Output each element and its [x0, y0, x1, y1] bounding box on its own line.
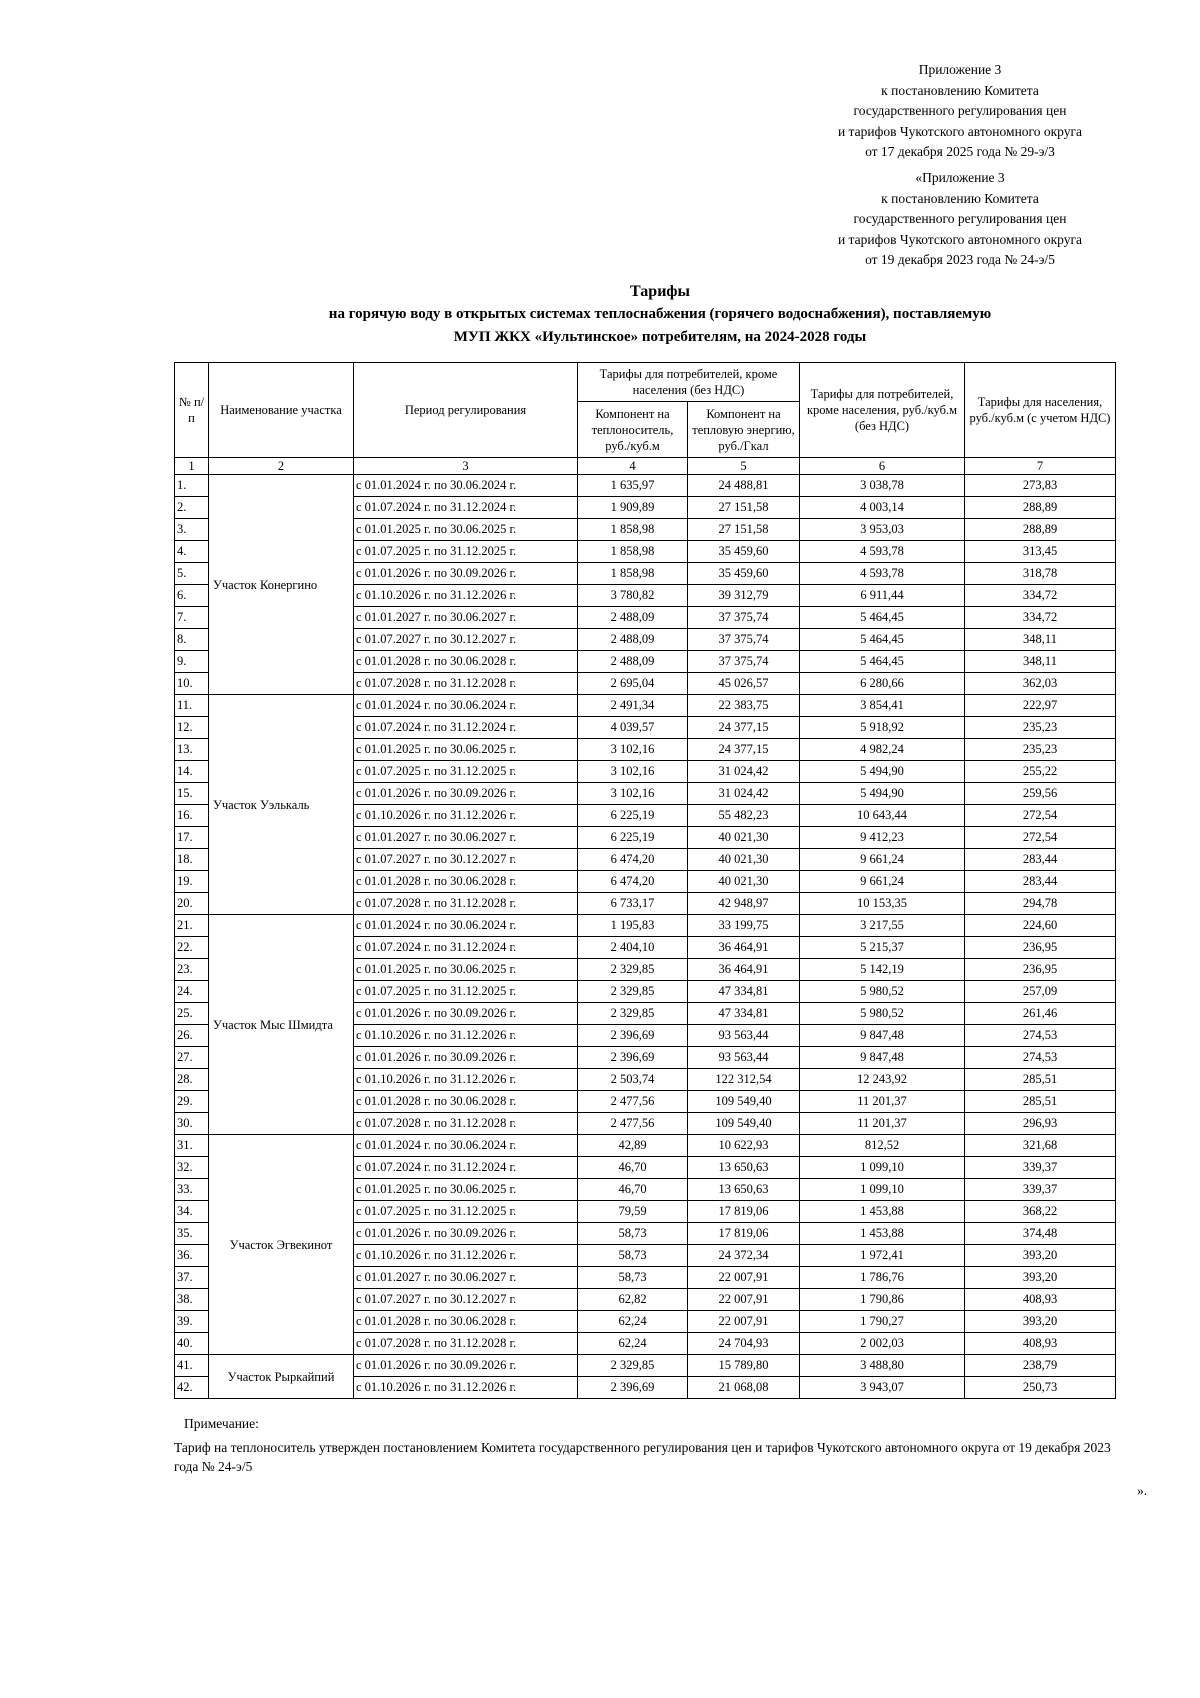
row-number: 3. — [175, 519, 209, 541]
appendix-line: государственного регулирования цен — [853, 211, 1067, 226]
period-cell: с 01.01.2024 г. по 30.06.2024 г. — [354, 695, 578, 717]
population-cell: 236,95 — [965, 959, 1116, 981]
carrier-cell: 62,24 — [578, 1333, 688, 1355]
row-number: 16. — [175, 805, 209, 827]
energy-cell: 21 068,08 — [688, 1377, 800, 1399]
energy-cell: 109 549,40 — [688, 1113, 800, 1135]
consumers-cell: 1 972,41 — [800, 1245, 965, 1267]
consumers-cell: 9 661,24 — [800, 849, 965, 871]
row-number: 34. — [175, 1201, 209, 1223]
energy-cell: 42 948,97 — [688, 893, 800, 915]
row-number: 29. — [175, 1091, 209, 1113]
consumers-cell: 12 243,92 — [800, 1069, 965, 1091]
row-number: 11. — [175, 695, 209, 717]
table-row — [175, 475, 1116, 497]
population-cell: 257,09 — [965, 981, 1116, 1003]
header-row — [175, 363, 1116, 402]
carrier-cell: 2 477,56 — [578, 1113, 688, 1135]
carrier-cell: 2 488,09 — [578, 629, 688, 651]
row-number: 23. — [175, 959, 209, 981]
table-row — [175, 1355, 1116, 1377]
table-row — [175, 915, 1116, 937]
energy-cell: 13 650,63 — [688, 1157, 800, 1179]
appendix-line: «Приложение 3 — [915, 170, 1005, 185]
period-cell: с 01.07.2028 г. по 31.12.2028 г. — [354, 893, 578, 915]
period-cell: с 01.01.2025 г. по 30.06.2025 г. — [354, 739, 578, 761]
period-cell: с 01.01.2025 г. по 30.06.2025 г. — [354, 959, 578, 981]
energy-cell: 22 007,91 — [688, 1311, 800, 1333]
population-cell: 224,60 — [965, 915, 1116, 937]
row-number: 22. — [175, 937, 209, 959]
site-name-cell: Участок Конергино — [209, 475, 354, 695]
table-row — [175, 1135, 1116, 1157]
energy-cell: 24 377,15 — [688, 717, 800, 739]
row-number: 14. — [175, 761, 209, 783]
row-number: 12. — [175, 717, 209, 739]
header-population: Тарифы для населения, руб./куб.м (с учетом НДС) — [965, 363, 1116, 458]
row-number: 13. — [175, 739, 209, 761]
carrier-cell: 4 039,57 — [578, 717, 688, 739]
consumers-cell: 5 980,52 — [800, 1003, 965, 1025]
period-cell: с 01.01.2026 г. по 30.09.2026 г. — [354, 1355, 578, 1377]
closing-quote: ». — [1137, 1483, 1148, 1498]
population-cell: 368,22 — [965, 1201, 1116, 1223]
column-number: 3 — [354, 458, 578, 475]
consumers-cell: 11 201,37 — [800, 1091, 965, 1113]
carrier-cell: 2 477,56 — [578, 1091, 688, 1113]
appendix-line: и тарифов Чукотского автономного округа — [837, 231, 1083, 247]
column-number: 5 — [688, 458, 800, 475]
period-cell: с 01.10.2026 г. по 31.12.2026 г. — [354, 805, 578, 827]
appendix-line: государственного регулирования цен — [853, 103, 1067, 118]
row-number: 31. — [175, 1135, 209, 1157]
consumers-cell: 9 847,48 — [800, 1025, 965, 1047]
carrier-cell: 1 858,98 — [578, 563, 688, 585]
period-cell: с 01.07.2028 г. по 31.12.2028 г. — [354, 1333, 578, 1355]
consumers-cell: 5 142,19 — [800, 959, 965, 981]
appendix-line: и тарифов Чукотского автономного округа — [837, 123, 1083, 139]
energy-cell: 55 482,23 — [688, 805, 800, 827]
period-cell: с 01.01.2028 г. по 30.06.2028 г. — [354, 1311, 578, 1333]
row-number: 5. — [175, 563, 209, 585]
consumers-cell: 3 953,03 — [800, 519, 965, 541]
period-cell: с 01.01.2026 г. по 30.09.2026 г. — [354, 783, 578, 805]
carrier-cell: 2 329,85 — [578, 981, 688, 1003]
energy-cell: 93 563,44 — [688, 1025, 800, 1047]
population-cell: 408,93 — [965, 1333, 1116, 1355]
column-number: 2 — [209, 458, 354, 475]
energy-cell: 17 819,06 — [688, 1223, 800, 1245]
document-title — [0, 280, 1200, 349]
energy-cell: 40 021,30 — [688, 871, 800, 893]
energy-cell: 24 488,81 — [688, 475, 800, 497]
row-number: 30. — [175, 1113, 209, 1135]
population-cell: 283,44 — [965, 871, 1116, 893]
consumers-cell: 5 464,45 — [800, 629, 965, 651]
consumers-cell: 1 099,10 — [800, 1179, 965, 1201]
title-line-1: Тарифы — [630, 283, 690, 300]
period-cell: с 01.07.2025 г. по 31.12.2025 г. — [354, 981, 578, 1003]
period-cell: с 01.01.2026 г. по 30.09.2026 г. — [354, 1003, 578, 1025]
appendix-line: от 17 декабря 2025 года № 29-э/3 — [865, 144, 1055, 159]
population-cell: 285,51 — [965, 1091, 1116, 1113]
row-number: 41. — [175, 1355, 209, 1377]
carrier-cell: 2 695,04 — [578, 673, 688, 695]
energy-cell: 24 372,34 — [688, 1245, 800, 1267]
carrier-cell: 1 858,98 — [578, 519, 688, 541]
period-cell: с 01.01.2027 г. по 30.06.2027 г. — [354, 1267, 578, 1289]
carrier-cell: 42,89 — [578, 1135, 688, 1157]
consumers-cell: 1 790,86 — [800, 1289, 965, 1311]
row-number: 7. — [175, 607, 209, 629]
energy-cell: 39 312,79 — [688, 585, 800, 607]
row-number: 19. — [175, 871, 209, 893]
population-cell: 273,83 — [965, 475, 1116, 497]
period-cell: с 01.01.2026 г. по 30.09.2026 г. — [354, 563, 578, 585]
energy-cell: 47 334,81 — [688, 1003, 800, 1025]
period-cell: с 01.01.2026 г. по 30.09.2026 г. — [354, 1047, 578, 1069]
row-number: 1. — [175, 475, 209, 497]
energy-cell: 93 563,44 — [688, 1047, 800, 1069]
period-cell: с 01.07.2024 г. по 31.12.2024 г. — [354, 937, 578, 959]
energy-cell: 31 024,42 — [688, 783, 800, 805]
appendix-line: к постановлению Комитета — [881, 190, 1039, 206]
header-period: Период регулирования — [354, 363, 578, 458]
period-cell: с 01.01.2027 г. по 30.06.2027 г. — [354, 827, 578, 849]
population-cell: 288,89 — [965, 497, 1116, 519]
energy-cell: 36 464,91 — [688, 937, 800, 959]
consumers-cell: 5 464,45 — [800, 651, 965, 673]
population-cell: 250,73 — [965, 1377, 1116, 1399]
energy-cell: 22 007,91 — [688, 1289, 800, 1311]
carrier-cell: 1 858,98 — [578, 541, 688, 563]
consumers-cell: 1 099,10 — [800, 1157, 965, 1179]
consumers-cell: 10 153,35 — [800, 893, 965, 915]
energy-cell: 10 622,93 — [688, 1135, 800, 1157]
row-number: 32. — [175, 1157, 209, 1179]
period-cell: с 01.01.2028 г. по 30.06.2028 г. — [354, 1091, 578, 1113]
period-cell: с 01.07.2027 г. по 30.12.2027 г. — [354, 1289, 578, 1311]
consumers-cell: 3 217,55 — [800, 915, 965, 937]
carrier-cell: 46,70 — [578, 1157, 688, 1179]
carrier-cell: 2 329,85 — [578, 959, 688, 981]
population-cell: 334,72 — [965, 607, 1116, 629]
carrier-cell: 2 329,85 — [578, 1003, 688, 1025]
population-cell: 236,95 — [965, 937, 1116, 959]
consumers-cell: 11 201,37 — [800, 1113, 965, 1135]
energy-cell: 33 199,75 — [688, 915, 800, 937]
period-cell: с 01.01.2027 г. по 30.06.2027 г. — [354, 607, 578, 629]
energy-cell: 31 024,42 — [688, 761, 800, 783]
row-number: 42. — [175, 1377, 209, 1399]
carrier-cell: 6 225,19 — [578, 805, 688, 827]
consumers-cell: 1 453,88 — [800, 1201, 965, 1223]
period-cell: с 01.07.2024 г. по 31.12.2024 г. — [354, 497, 578, 519]
period-cell: с 01.07.2027 г. по 30.12.2027 г. — [354, 849, 578, 871]
energy-cell: 37 375,74 — [688, 607, 800, 629]
population-cell: 288,89 — [965, 519, 1116, 541]
carrier-cell: 2 329,85 — [578, 1355, 688, 1377]
energy-cell: 40 021,30 — [688, 827, 800, 849]
header-group: Тарифы для потребителей, кроме населения (без НДС) — [578, 363, 800, 402]
consumers-cell: 3 943,07 — [800, 1377, 965, 1399]
row-number: 26. — [175, 1025, 209, 1047]
row-number: 2. — [175, 497, 209, 519]
consumers-cell: 4 593,78 — [800, 563, 965, 585]
carrier-cell: 46,70 — [578, 1179, 688, 1201]
carrier-cell: 1 635,97 — [578, 475, 688, 497]
population-cell: 313,45 — [965, 541, 1116, 563]
column-number: 4 — [578, 458, 688, 475]
energy-cell: 37 375,74 — [688, 629, 800, 651]
consumers-cell: 9 412,23 — [800, 827, 965, 849]
population-cell: 334,72 — [965, 585, 1116, 607]
carrier-cell: 3 102,16 — [578, 783, 688, 805]
population-cell: 272,54 — [965, 827, 1116, 849]
row-number: 9. — [175, 651, 209, 673]
carrier-cell: 3 102,16 — [578, 761, 688, 783]
appendix-current — [790, 60, 1130, 163]
period-cell: с 01.07.2024 г. по 31.12.2024 г. — [354, 717, 578, 739]
population-cell: 374,48 — [965, 1223, 1116, 1245]
consumers-cell: 4 593,78 — [800, 541, 965, 563]
period-cell: с 01.10.2026 г. по 31.12.2026 г. — [354, 1377, 578, 1399]
row-number: 33. — [175, 1179, 209, 1201]
row-number: 21. — [175, 915, 209, 937]
header-carrier: Компонент на теплоноситель, руб./куб.м — [578, 402, 688, 458]
row-number: 17. — [175, 827, 209, 849]
row-number: 38. — [175, 1289, 209, 1311]
header-site: Наименование участка — [209, 363, 354, 458]
row-number: 10. — [175, 673, 209, 695]
carrier-cell: 58,73 — [578, 1245, 688, 1267]
column-number: 6 — [800, 458, 965, 475]
consumers-cell: 5 464,45 — [800, 607, 965, 629]
row-number: 25. — [175, 1003, 209, 1025]
consumers-cell: 5 494,90 — [800, 783, 965, 805]
period-cell: с 01.01.2025 г. по 30.06.2025 г. — [354, 519, 578, 541]
consumers-cell: 3 038,78 — [800, 475, 965, 497]
population-cell: 321,68 — [965, 1135, 1116, 1157]
period-cell: с 01.07.2024 г. по 31.12.2024 г. — [354, 1157, 578, 1179]
consumers-cell: 6 280,66 — [800, 673, 965, 695]
energy-cell: 37 375,74 — [688, 651, 800, 673]
row-number: 39. — [175, 1311, 209, 1333]
population-cell: 393,20 — [965, 1267, 1116, 1289]
period-cell: с 01.01.2024 г. по 30.06.2024 г. — [354, 915, 578, 937]
carrier-cell: 58,73 — [578, 1267, 688, 1289]
row-number: 15. — [175, 783, 209, 805]
period-cell: с 01.10.2026 г. по 31.12.2026 г. — [354, 1245, 578, 1267]
energy-cell: 27 151,58 — [688, 519, 800, 541]
population-cell: 261,46 — [965, 1003, 1116, 1025]
period-cell: с 01.10.2026 г. по 31.12.2026 г. — [354, 1069, 578, 1091]
population-cell: 393,20 — [965, 1245, 1116, 1267]
column-number: 1 — [175, 458, 209, 475]
note-label: Примечание: — [184, 1416, 259, 1431]
consumers-cell: 9 661,24 — [800, 871, 965, 893]
consumers-cell: 3 854,41 — [800, 695, 965, 717]
row-number: 4. — [175, 541, 209, 563]
row-number: 28. — [175, 1069, 209, 1091]
energy-cell: 109 549,40 — [688, 1091, 800, 1113]
population-cell: 283,44 — [965, 849, 1116, 871]
carrier-cell: 2 396,69 — [578, 1025, 688, 1047]
period-cell: с 01.10.2026 г. по 31.12.2026 г. — [354, 1025, 578, 1047]
table-row — [175, 695, 1116, 717]
population-cell: 339,37 — [965, 1179, 1116, 1201]
population-cell: 294,78 — [965, 893, 1116, 915]
period-cell: с 01.07.2028 г. по 31.12.2028 г. — [354, 673, 578, 695]
column-number: 7 — [965, 458, 1116, 475]
appendix-line: к постановлению Комитета — [881, 82, 1039, 98]
note-text: Тариф на теплоноситель утвержден постановлением Комитета государственного регулирования цен и тарифов Чукотского автономного округа от 19 декабря 2023 года № 24-э/5 — [174, 1440, 1111, 1474]
population-cell: 393,20 — [965, 1311, 1116, 1333]
title-line-2: на горячую воду в открытых системах теплоснабжения (горячего водоснабжения), поставляемую — [328, 306, 992, 322]
carrier-cell: 1 909,89 — [578, 497, 688, 519]
population-cell: 348,11 — [965, 629, 1116, 651]
population-cell: 274,53 — [965, 1047, 1116, 1069]
period-cell: с 01.01.2024 г. по 30.06.2024 г. — [354, 1135, 578, 1157]
carrier-cell: 2 491,34 — [578, 695, 688, 717]
row-number: 20. — [175, 893, 209, 915]
row-number: 36. — [175, 1245, 209, 1267]
consumers-cell: 1 790,27 — [800, 1311, 965, 1333]
population-cell: 408,93 — [965, 1289, 1116, 1311]
carrier-cell: 2 488,09 — [578, 651, 688, 673]
population-cell: 222,97 — [965, 695, 1116, 717]
population-cell: 235,23 — [965, 717, 1116, 739]
consumers-cell: 1 786,76 — [800, 1267, 965, 1289]
header-num: № п/п — [175, 363, 209, 458]
carrier-cell: 3 102,16 — [578, 739, 688, 761]
population-cell: 259,56 — [965, 783, 1116, 805]
energy-cell: 36 464,91 — [688, 959, 800, 981]
energy-cell: 27 151,58 — [688, 497, 800, 519]
carrier-cell: 2 503,74 — [578, 1069, 688, 1091]
population-cell: 272,54 — [965, 805, 1116, 827]
population-cell: 285,51 — [965, 1069, 1116, 1091]
consumers-cell: 5 215,37 — [800, 937, 965, 959]
period-cell: с 01.01.2028 г. по 30.06.2028 г. — [354, 871, 578, 893]
energy-cell: 47 334,81 — [688, 981, 800, 1003]
site-name-cell: Участок Эгвекинот — [209, 1135, 354, 1355]
consumers-cell: 9 847,48 — [800, 1047, 965, 1069]
energy-cell: 122 312,54 — [688, 1069, 800, 1091]
carrier-cell: 6 474,20 — [578, 871, 688, 893]
carrier-cell: 2 488,09 — [578, 607, 688, 629]
period-cell: с 01.10.2026 г. по 31.12.2026 г. — [354, 585, 578, 607]
carrier-cell: 6 474,20 — [578, 849, 688, 871]
population-cell: 255,22 — [965, 761, 1116, 783]
row-number: 40. — [175, 1333, 209, 1355]
consumers-cell: 4 003,14 — [800, 497, 965, 519]
row-number: 6. — [175, 585, 209, 607]
population-cell: 296,93 — [965, 1113, 1116, 1135]
carrier-cell: 2 404,10 — [578, 937, 688, 959]
consumers-cell: 2 002,03 — [800, 1333, 965, 1355]
energy-cell: 13 650,63 — [688, 1179, 800, 1201]
row-number: 8. — [175, 629, 209, 651]
row-number: 18. — [175, 849, 209, 871]
carrier-cell: 79,59 — [578, 1201, 688, 1223]
period-cell: с 01.07.2028 г. по 31.12.2028 г. — [354, 1113, 578, 1135]
row-number: 35. — [175, 1223, 209, 1245]
population-cell: 348,11 — [965, 651, 1116, 673]
period-cell: с 01.01.2026 г. по 30.09.2026 г. — [354, 1223, 578, 1245]
row-number: 27. — [175, 1047, 209, 1069]
carrier-cell: 3 780,82 — [578, 585, 688, 607]
period-cell: с 01.01.2028 г. по 30.06.2028 г. — [354, 651, 578, 673]
appendix-line: Приложение 3 — [918, 62, 1002, 77]
energy-cell: 45 026,57 — [688, 673, 800, 695]
population-cell: 362,03 — [965, 673, 1116, 695]
carrier-cell: 62,82 — [578, 1289, 688, 1311]
consumers-cell: 3 488,80 — [800, 1355, 965, 1377]
energy-cell: 35 459,60 — [688, 541, 800, 563]
period-cell: с 01.01.2025 г. по 30.06.2025 г. — [354, 1179, 578, 1201]
energy-cell: 15 789,80 — [688, 1355, 800, 1377]
carrier-cell: 6 733,17 — [578, 893, 688, 915]
column-number-row — [175, 458, 1116, 475]
consumers-cell: 4 982,24 — [800, 739, 965, 761]
consumers-cell: 5 980,52 — [800, 981, 965, 1003]
consumers-cell: 5 918,92 — [800, 717, 965, 739]
carrier-cell: 1 195,83 — [578, 915, 688, 937]
population-cell: 235,23 — [965, 739, 1116, 761]
population-cell: 274,53 — [965, 1025, 1116, 1047]
appendix-previous — [790, 168, 1130, 271]
consumers-cell: 5 494,90 — [800, 761, 965, 783]
carrier-cell: 62,24 — [578, 1311, 688, 1333]
row-number: 37. — [175, 1267, 209, 1289]
period-cell: с 01.07.2025 г. по 31.12.2025 г. — [354, 541, 578, 563]
header-consumers: Тарифы для потребителей, кроме населения, руб./куб.м (без НДС) — [800, 363, 965, 458]
site-name-cell: Участок Мыс Шмидта — [209, 915, 354, 1135]
energy-cell: 22 007,91 — [688, 1267, 800, 1289]
energy-cell: 17 819,06 — [688, 1201, 800, 1223]
appendix-line: от 19 декабря 2023 года № 24-э/5 — [865, 252, 1055, 267]
population-cell: 339,37 — [965, 1157, 1116, 1179]
period-cell: с 01.07.2027 г. по 30.12.2027 г. — [354, 629, 578, 651]
site-name-cell: Участок Уэлькаль — [209, 695, 354, 915]
carrier-cell: 2 396,69 — [578, 1047, 688, 1069]
tariffs-table — [174, 362, 1116, 1399]
carrier-cell: 2 396,69 — [578, 1377, 688, 1399]
consumers-cell: 6 911,44 — [800, 585, 965, 607]
site-name-cell: Участок Рыркайпий — [209, 1355, 354, 1399]
energy-cell: 24 704,93 — [688, 1333, 800, 1355]
energy-cell: 40 021,30 — [688, 849, 800, 871]
population-cell: 238,79 — [965, 1355, 1116, 1377]
title-line-3: МУП ЖКХ «Иультинское» потребителям, на 2024-2028 годы — [453, 329, 867, 345]
carrier-cell: 58,73 — [578, 1223, 688, 1245]
energy-cell: 22 383,75 — [688, 695, 800, 717]
energy-cell: 24 377,15 — [688, 739, 800, 761]
energy-cell: 35 459,60 — [688, 563, 800, 585]
period-cell: с 01.01.2024 г. по 30.06.2024 г. — [354, 475, 578, 497]
period-cell: с 01.07.2025 г. по 31.12.2025 г. — [354, 1201, 578, 1223]
population-cell: 318,78 — [965, 563, 1116, 585]
consumers-cell: 10 643,44 — [800, 805, 965, 827]
carrier-cell: 6 225,19 — [578, 827, 688, 849]
consumers-cell: 1 453,88 — [800, 1223, 965, 1245]
period-cell: с 01.07.2025 г. по 31.12.2025 г. — [354, 761, 578, 783]
row-number: 24. — [175, 981, 209, 1003]
header-energy: Компонент на тепловую энергию, руб./Гкал — [688, 402, 800, 458]
consumers-cell: 812,52 — [800, 1135, 965, 1157]
